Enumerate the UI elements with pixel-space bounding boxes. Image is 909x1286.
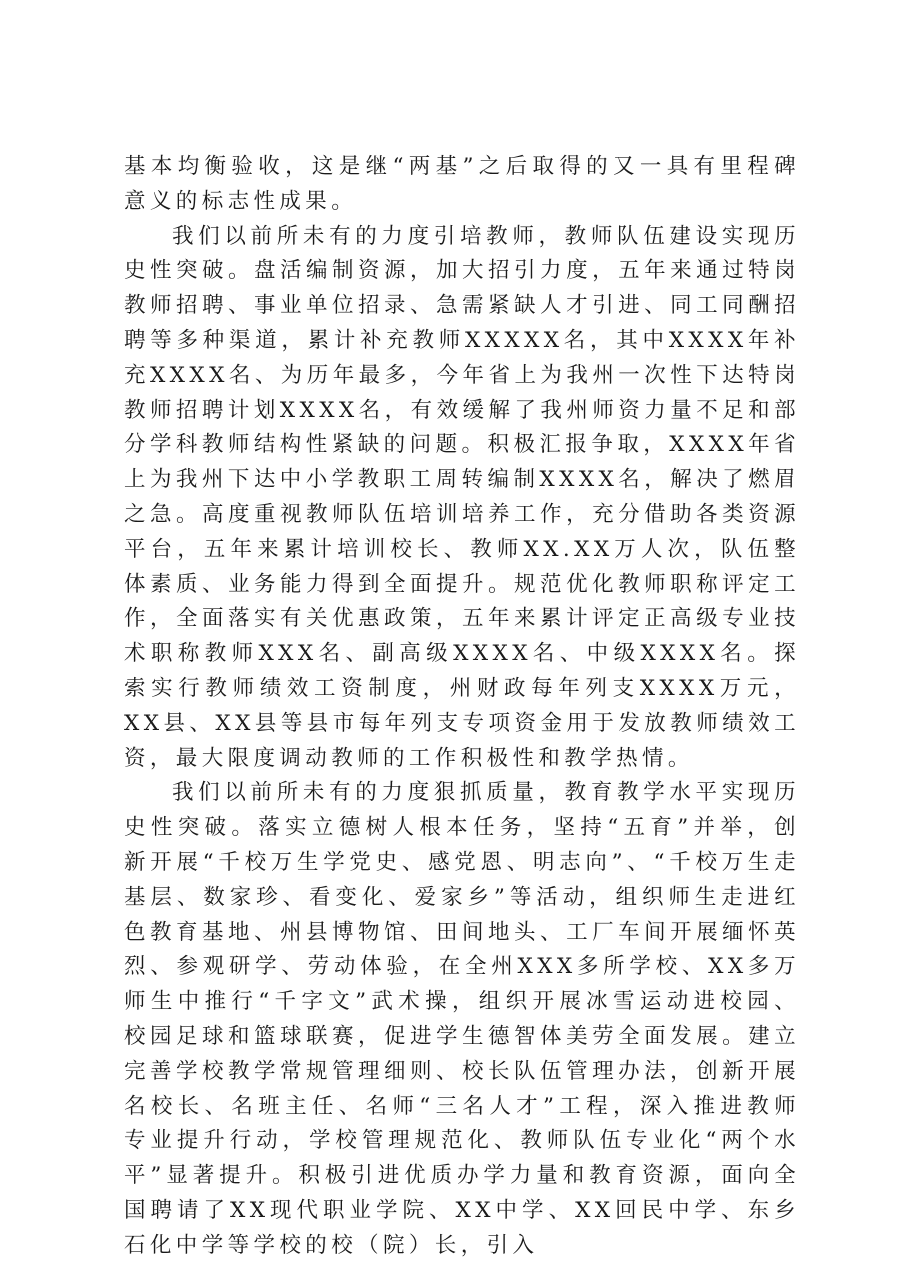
paragraph-1: 基本均衡验收，这是继“两基”之后取得的又一具有里程碑意义的标志性成果。 (124, 154, 800, 214)
paragraph-3: 我们以前所未有的力度狠抓质量，教育教学水平实现历史性突破。落实立德树人根本任务，坚持“五育”并举，创新开展“千校万生学党史、感党恩、明志向”、“千校万生走基层、数家珍、看变化、爱家乡”等活动，组织师生走进红色教育基地、州县博物馆、田间地头、工厂车间开展缅怀英烈、参观研学、劳动体验，在全州XXX多所学校、XX多万师生中推行“千字文”武术操，组织开展冰雪运动进校园、校园足球和篮球联赛，促进学生德智体美劳全面发展。建立完善学校教学常规管理细则、校长队伍管理办法，创新开展名校长、名班主任、名师“三名人才”工程，深入推进教师专业提升行动，学校管理规范化、教师队伍专业化“两个水平”显著提升。积极引进优质办学力量和教育资源，面向全国聘请了XX现代职业学院、XX中学、XX回民中学、东乡石化中学等学校的校（院）长，引入 (124, 780, 800, 1258)
paragraph-2: 我们以前所未有的力度引培教师，教师队伍建设实现历史性突破。盘活编制资源，加大招引力度，五年来通过特岗教师招聘、事业单位招录、急需紧缺人才引进、同工同酬招聘等多种渠道，累计补充教师XXXXX名，其中XXXX年补充XXXX名、为历年最多，今年省上为我州一次性下达特岗教师招聘计划XXXX名，有效缓解了我州师资力量不足和部分学科教师结构性紧缺的问题。积极汇报争取，XXXX年省上为我州下达中小学教职工周转编制XXXX名，解决了燃眉之急。高度重视教师队伍培训培养工作，充分借助各类资源平台，五年来累计培训校长、教师XX.XX万人次，队伍整体素质、业务能力得到全面提升。规范优化教师职称评定工作，全面落实有关优惠政策，五年来累计评定正高级专业技术职称教师XXX名、副高级XXXX名、中级XXXX名。探索实行教师绩效工资制度，州财政每年列支XXXX万元，XX县、XX县等县市每年列支专项资金用于发放教师绩效工资，最大限度调动教师的工作积极性和教学热情。 (124, 223, 800, 771)
document-body (124, 150, 800, 1264)
